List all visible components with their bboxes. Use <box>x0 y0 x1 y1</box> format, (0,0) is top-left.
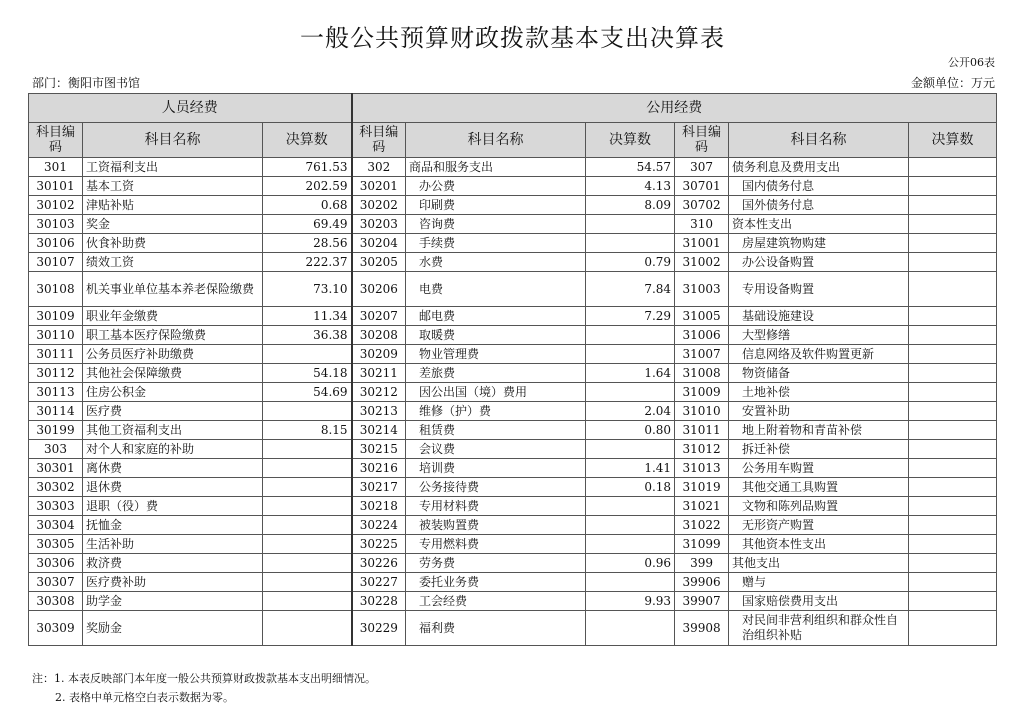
table-row <box>29 383 997 402</box>
cell-name: 国家赔偿费用支出 <box>729 592 909 611</box>
cell-amount <box>586 440 675 459</box>
cell-code: 310 <box>675 215 729 234</box>
cell-amount: 761.53 <box>263 158 352 177</box>
cell-name: 奖励金 <box>83 611 263 646</box>
cell-name: 基础设施建设 <box>729 307 909 326</box>
cell-name: 公务员医疗补助缴费 <box>83 345 263 364</box>
cell-amount: 7.29 <box>586 307 675 326</box>
table-row <box>29 440 997 459</box>
cell-amount <box>263 459 352 478</box>
cell-name: 手续费 <box>406 234 586 253</box>
cell-amount <box>263 573 352 592</box>
cell-code: 30202 <box>352 196 406 215</box>
cell-code: 30229 <box>352 611 406 646</box>
cell-name: 公务接待费 <box>406 478 586 497</box>
cell-amount <box>909 364 997 383</box>
cell-code: 30217 <box>352 478 406 497</box>
cell-name: 差旅费 <box>406 364 586 383</box>
cell-code: 30208 <box>352 326 406 345</box>
cell-amount <box>586 611 675 646</box>
cell-code: 30304 <box>29 516 83 535</box>
cell-amount <box>586 573 675 592</box>
cell-code: 30305 <box>29 535 83 554</box>
cell-code: 30209 <box>352 345 406 364</box>
cell-code: 31099 <box>675 535 729 554</box>
cell-name: 办公设备购置 <box>729 253 909 272</box>
cell-amount <box>909 326 997 345</box>
table-row <box>29 345 997 364</box>
cell-code: 30203 <box>352 215 406 234</box>
cell-code: 303 <box>29 440 83 459</box>
cell-name: 工会经费 <box>406 592 586 611</box>
cell-name: 因公出国（境）费用 <box>406 383 586 402</box>
table-row <box>29 326 997 345</box>
cell-amount <box>263 440 352 459</box>
cell-name: 医疗费补助 <box>83 573 263 592</box>
cell-amount <box>909 402 997 421</box>
cell-code: 39906 <box>675 573 729 592</box>
cell-code: 30307 <box>29 573 83 592</box>
cell-amount: 2.04 <box>586 402 675 421</box>
cell-amount <box>586 215 675 234</box>
cell-amount: 54.18 <box>263 364 352 383</box>
cell-code: 301 <box>29 158 83 177</box>
cell-amount <box>586 234 675 253</box>
cell-amount <box>586 383 675 402</box>
cell-amount <box>263 402 352 421</box>
column-header-amount: 决算数 <box>263 123 352 158</box>
cell-amount <box>909 383 997 402</box>
cell-name: 公务用车购置 <box>729 459 909 478</box>
cell-name: 生活补助 <box>83 535 263 554</box>
cell-amount <box>586 516 675 535</box>
cell-name: 工资福利支出 <box>83 158 263 177</box>
table-row <box>29 535 997 554</box>
cell-code: 31019 <box>675 478 729 497</box>
cell-code: 30113 <box>29 383 83 402</box>
cell-amount <box>909 253 997 272</box>
cell-name: 抚恤金 <box>83 516 263 535</box>
cell-name: 物资储备 <box>729 364 909 383</box>
cell-code: 30207 <box>352 307 406 326</box>
table-row <box>29 611 997 646</box>
cell-code: 31007 <box>675 345 729 364</box>
cell-code: 30225 <box>352 535 406 554</box>
cell-amount: 0.68 <box>263 196 352 215</box>
cell-code: 30206 <box>352 272 406 307</box>
cell-name: 办公费 <box>406 177 586 196</box>
table-row <box>29 459 997 478</box>
cell-code: 30214 <box>352 421 406 440</box>
cell-amount <box>909 345 997 364</box>
cell-name: 专用设备购置 <box>729 272 909 307</box>
cell-code: 39908 <box>675 611 729 646</box>
cell-name: 职业年金缴费 <box>83 307 263 326</box>
cell-name: 大型修缮 <box>729 326 909 345</box>
cell-name: 劳务费 <box>406 554 586 573</box>
cell-name: 水费 <box>406 253 586 272</box>
table-row <box>29 234 997 253</box>
cell-name: 资本性支出 <box>729 215 909 234</box>
cell-amount: 8.09 <box>586 196 675 215</box>
cell-code: 30107 <box>29 253 83 272</box>
cell-amount: 0.96 <box>586 554 675 573</box>
cell-name: 住房公积金 <box>83 383 263 402</box>
cell-name: 专用燃料费 <box>406 535 586 554</box>
cell-amount <box>909 158 997 177</box>
cell-name: 电费 <box>406 272 586 307</box>
cell-amount <box>909 307 997 326</box>
cell-name: 其他工资福利支出 <box>83 421 263 440</box>
cell-name: 国外债务付息 <box>729 196 909 215</box>
cell-code: 31002 <box>675 253 729 272</box>
cell-amount <box>586 345 675 364</box>
table-row <box>29 364 997 383</box>
cell-name: 咨询费 <box>406 215 586 234</box>
cell-code: 30110 <box>29 326 83 345</box>
table-row <box>29 177 997 196</box>
cell-name: 对个人和家庭的补助 <box>83 440 263 459</box>
cell-name: 津贴补贴 <box>83 196 263 215</box>
cell-amount <box>909 459 997 478</box>
cell-name: 被装购置费 <box>406 516 586 535</box>
cell-name: 信息网络及软件购置更新 <box>729 345 909 364</box>
table-row <box>29 158 997 177</box>
column-header-amount: 决算数 <box>909 123 997 158</box>
cell-amount: 9.93 <box>586 592 675 611</box>
cell-amount: 0.79 <box>586 253 675 272</box>
cell-code: 30302 <box>29 478 83 497</box>
cell-code: 30308 <box>29 592 83 611</box>
cell-amount <box>263 592 352 611</box>
cell-code: 31003 <box>675 272 729 307</box>
column-header-name: 科目名称 <box>406 123 586 158</box>
cell-name: 邮电费 <box>406 307 586 326</box>
cell-code: 30114 <box>29 402 83 421</box>
cell-name: 职工基本医疗保险缴费 <box>83 326 263 345</box>
cell-amount <box>586 497 675 516</box>
cell-amount <box>263 516 352 535</box>
table-row <box>29 516 997 535</box>
cell-amount: 28.56 <box>263 234 352 253</box>
table-row <box>29 478 997 497</box>
cell-amount <box>263 554 352 573</box>
table-row <box>29 554 997 573</box>
cell-name: 基本工资 <box>83 177 263 196</box>
cell-amount: 0.18 <box>586 478 675 497</box>
cell-name: 绩效工资 <box>83 253 263 272</box>
cell-amount <box>263 478 352 497</box>
note-line: 注：1. 本表反映部门本年度一般公共预算财政拨款基本支出明细情况。 <box>32 672 376 685</box>
cell-amount <box>909 177 997 196</box>
cell-name: 安置补助 <box>729 402 909 421</box>
cell-amount: 11.34 <box>263 307 352 326</box>
cell-code: 30228 <box>352 592 406 611</box>
cell-name: 伙食补助费 <box>83 234 263 253</box>
cell-name: 退休费 <box>83 478 263 497</box>
cell-code: 30111 <box>29 345 83 364</box>
cell-amount <box>909 272 997 307</box>
table-row <box>29 497 997 516</box>
cell-amount <box>263 611 352 646</box>
table-row <box>29 307 997 326</box>
cell-code: 31021 <box>675 497 729 516</box>
table-row <box>29 215 997 234</box>
cell-name: 其他交通工具购置 <box>729 478 909 497</box>
cell-amount <box>909 573 997 592</box>
cell-amount: 4.13 <box>586 177 675 196</box>
cell-code: 30215 <box>352 440 406 459</box>
cell-name: 文物和陈列品购置 <box>729 497 909 516</box>
cell-name: 机关事业单位基本养老保险缴费 <box>83 272 263 307</box>
cell-amount <box>909 196 997 215</box>
cell-code: 30226 <box>352 554 406 573</box>
cell-code: 30301 <box>29 459 83 478</box>
cell-code: 31008 <box>675 364 729 383</box>
table-row <box>29 402 997 421</box>
cell-name: 专用材料费 <box>406 497 586 516</box>
cell-code: 30309 <box>29 611 83 646</box>
column-header-amount: 决算数 <box>586 123 675 158</box>
cell-amount <box>909 421 997 440</box>
cell-name: 其他资本性支出 <box>729 535 909 554</box>
cell-code: 30212 <box>352 383 406 402</box>
cell-amount <box>909 592 997 611</box>
column-header-code: 科目编码 <box>675 123 729 158</box>
cell-code: 30224 <box>352 516 406 535</box>
cell-name: 医疗费 <box>83 402 263 421</box>
department-label: 部门：衡阳市图书馆 <box>32 76 141 90</box>
cell-amount: 36.38 <box>263 326 352 345</box>
expenditure-table <box>28 93 997 646</box>
cell-code: 31013 <box>675 459 729 478</box>
cell-name: 救济费 <box>83 554 263 573</box>
cell-name: 地上附着物和青苗补偿 <box>729 421 909 440</box>
cell-code: 39907 <box>675 592 729 611</box>
cell-name: 培训费 <box>406 459 586 478</box>
cell-amount <box>909 440 997 459</box>
cell-name: 退职（役）费 <box>83 497 263 516</box>
cell-amount: 0.80 <box>586 421 675 440</box>
cell-code: 30109 <box>29 307 83 326</box>
cell-name: 无形资产购置 <box>729 516 909 535</box>
cell-code: 30216 <box>352 459 406 478</box>
cell-code: 30303 <box>29 497 83 516</box>
cell-amount <box>263 345 352 364</box>
cell-amount: 8.15 <box>263 421 352 440</box>
cell-code: 30108 <box>29 272 83 307</box>
cell-amount: 54.69 <box>263 383 352 402</box>
cell-code: 31012 <box>675 440 729 459</box>
cell-amount <box>909 554 997 573</box>
column-header-code: 科目编码 <box>29 123 83 158</box>
cell-name: 印刷费 <box>406 196 586 215</box>
cell-name: 租赁费 <box>406 421 586 440</box>
table-row <box>29 253 997 272</box>
cell-amount: 222.37 <box>263 253 352 272</box>
cell-code: 30106 <box>29 234 83 253</box>
cell-name: 维修（护）费 <box>406 402 586 421</box>
cell-name: 其他社会保障缴费 <box>83 364 263 383</box>
cell-amount <box>263 497 352 516</box>
cell-name: 赠与 <box>729 573 909 592</box>
cell-amount: 7.84 <box>586 272 675 307</box>
table-row <box>29 272 997 307</box>
cell-code: 307 <box>675 158 729 177</box>
cell-name: 委托业务费 <box>406 573 586 592</box>
cell-amount <box>909 478 997 497</box>
column-header-code: 科目编码 <box>352 123 406 158</box>
cell-amount <box>909 535 997 554</box>
cell-name: 其他支出 <box>729 554 909 573</box>
cell-amount <box>909 516 997 535</box>
cell-name: 土地补偿 <box>729 383 909 402</box>
table-body <box>29 158 997 646</box>
cell-amount: 54.57 <box>586 158 675 177</box>
cell-code: 30103 <box>29 215 83 234</box>
cell-code: 302 <box>352 158 406 177</box>
cell-name: 商品和服务支出 <box>406 158 586 177</box>
form-number: 公开06表 <box>948 56 995 69</box>
cell-name: 取暖费 <box>406 326 586 345</box>
cell-amount: 1.41 <box>586 459 675 478</box>
cell-name: 国内债务付息 <box>729 177 909 196</box>
table-row <box>29 196 997 215</box>
table-row <box>29 421 997 440</box>
cell-code: 30201 <box>352 177 406 196</box>
note-line: 2. 表格中单元格空白表示数据为零。 <box>55 691 234 704</box>
cell-code: 30211 <box>352 364 406 383</box>
cell-amount: 73.10 <box>263 272 352 307</box>
public-expense-header: 公用经费 <box>352 94 997 123</box>
cell-name: 助学金 <box>83 592 263 611</box>
cell-name: 物业管理费 <box>406 345 586 364</box>
cell-amount <box>909 497 997 516</box>
cell-code: 30205 <box>352 253 406 272</box>
cell-amount <box>909 215 997 234</box>
cell-name: 离休费 <box>83 459 263 478</box>
cell-code: 31001 <box>675 234 729 253</box>
cell-code: 30213 <box>352 402 406 421</box>
cell-amount <box>263 535 352 554</box>
cell-code: 399 <box>675 554 729 573</box>
cell-name: 房屋建筑物购建 <box>729 234 909 253</box>
cell-amount: 202.59 <box>263 177 352 196</box>
table-row <box>29 573 997 592</box>
cell-code: 31011 <box>675 421 729 440</box>
amount-unit-label: 金额单位：万元 <box>910 76 995 90</box>
cell-amount: 69.49 <box>263 215 352 234</box>
cell-name: 拆迁补偿 <box>729 440 909 459</box>
cell-amount: 1.64 <box>586 364 675 383</box>
cell-amount <box>909 234 997 253</box>
cell-code: 30702 <box>675 196 729 215</box>
cell-code: 30218 <box>352 497 406 516</box>
cell-code: 30102 <box>29 196 83 215</box>
cell-code: 31022 <box>675 516 729 535</box>
cell-amount <box>909 611 997 646</box>
page-title: 一般公共预算财政拨款基本支出决算表 <box>300 24 725 52</box>
cell-code: 30306 <box>29 554 83 573</box>
cell-code: 30112 <box>29 364 83 383</box>
personnel-expense-header: 人员经费 <box>29 94 352 123</box>
cell-amount <box>586 326 675 345</box>
cell-code: 31010 <box>675 402 729 421</box>
cell-code: 30204 <box>352 234 406 253</box>
cell-code: 30199 <box>29 421 83 440</box>
table-row <box>29 592 997 611</box>
cell-name: 会议费 <box>406 440 586 459</box>
column-header-name: 科目名称 <box>83 123 263 158</box>
cell-code: 30227 <box>352 573 406 592</box>
cell-name: 福利费 <box>406 611 586 646</box>
column-header-name: 科目名称 <box>729 123 909 158</box>
cell-name: 奖金 <box>83 215 263 234</box>
cell-code: 31005 <box>675 307 729 326</box>
cell-name: 债务利息及费用支出 <box>729 158 909 177</box>
cell-code: 31006 <box>675 326 729 345</box>
cell-code: 31009 <box>675 383 729 402</box>
cell-code: 30701 <box>675 177 729 196</box>
cell-amount <box>586 535 675 554</box>
cell-code: 30101 <box>29 177 83 196</box>
cell-name: 对民间非营利组织和群众性自治组织补贴 <box>729 611 909 646</box>
